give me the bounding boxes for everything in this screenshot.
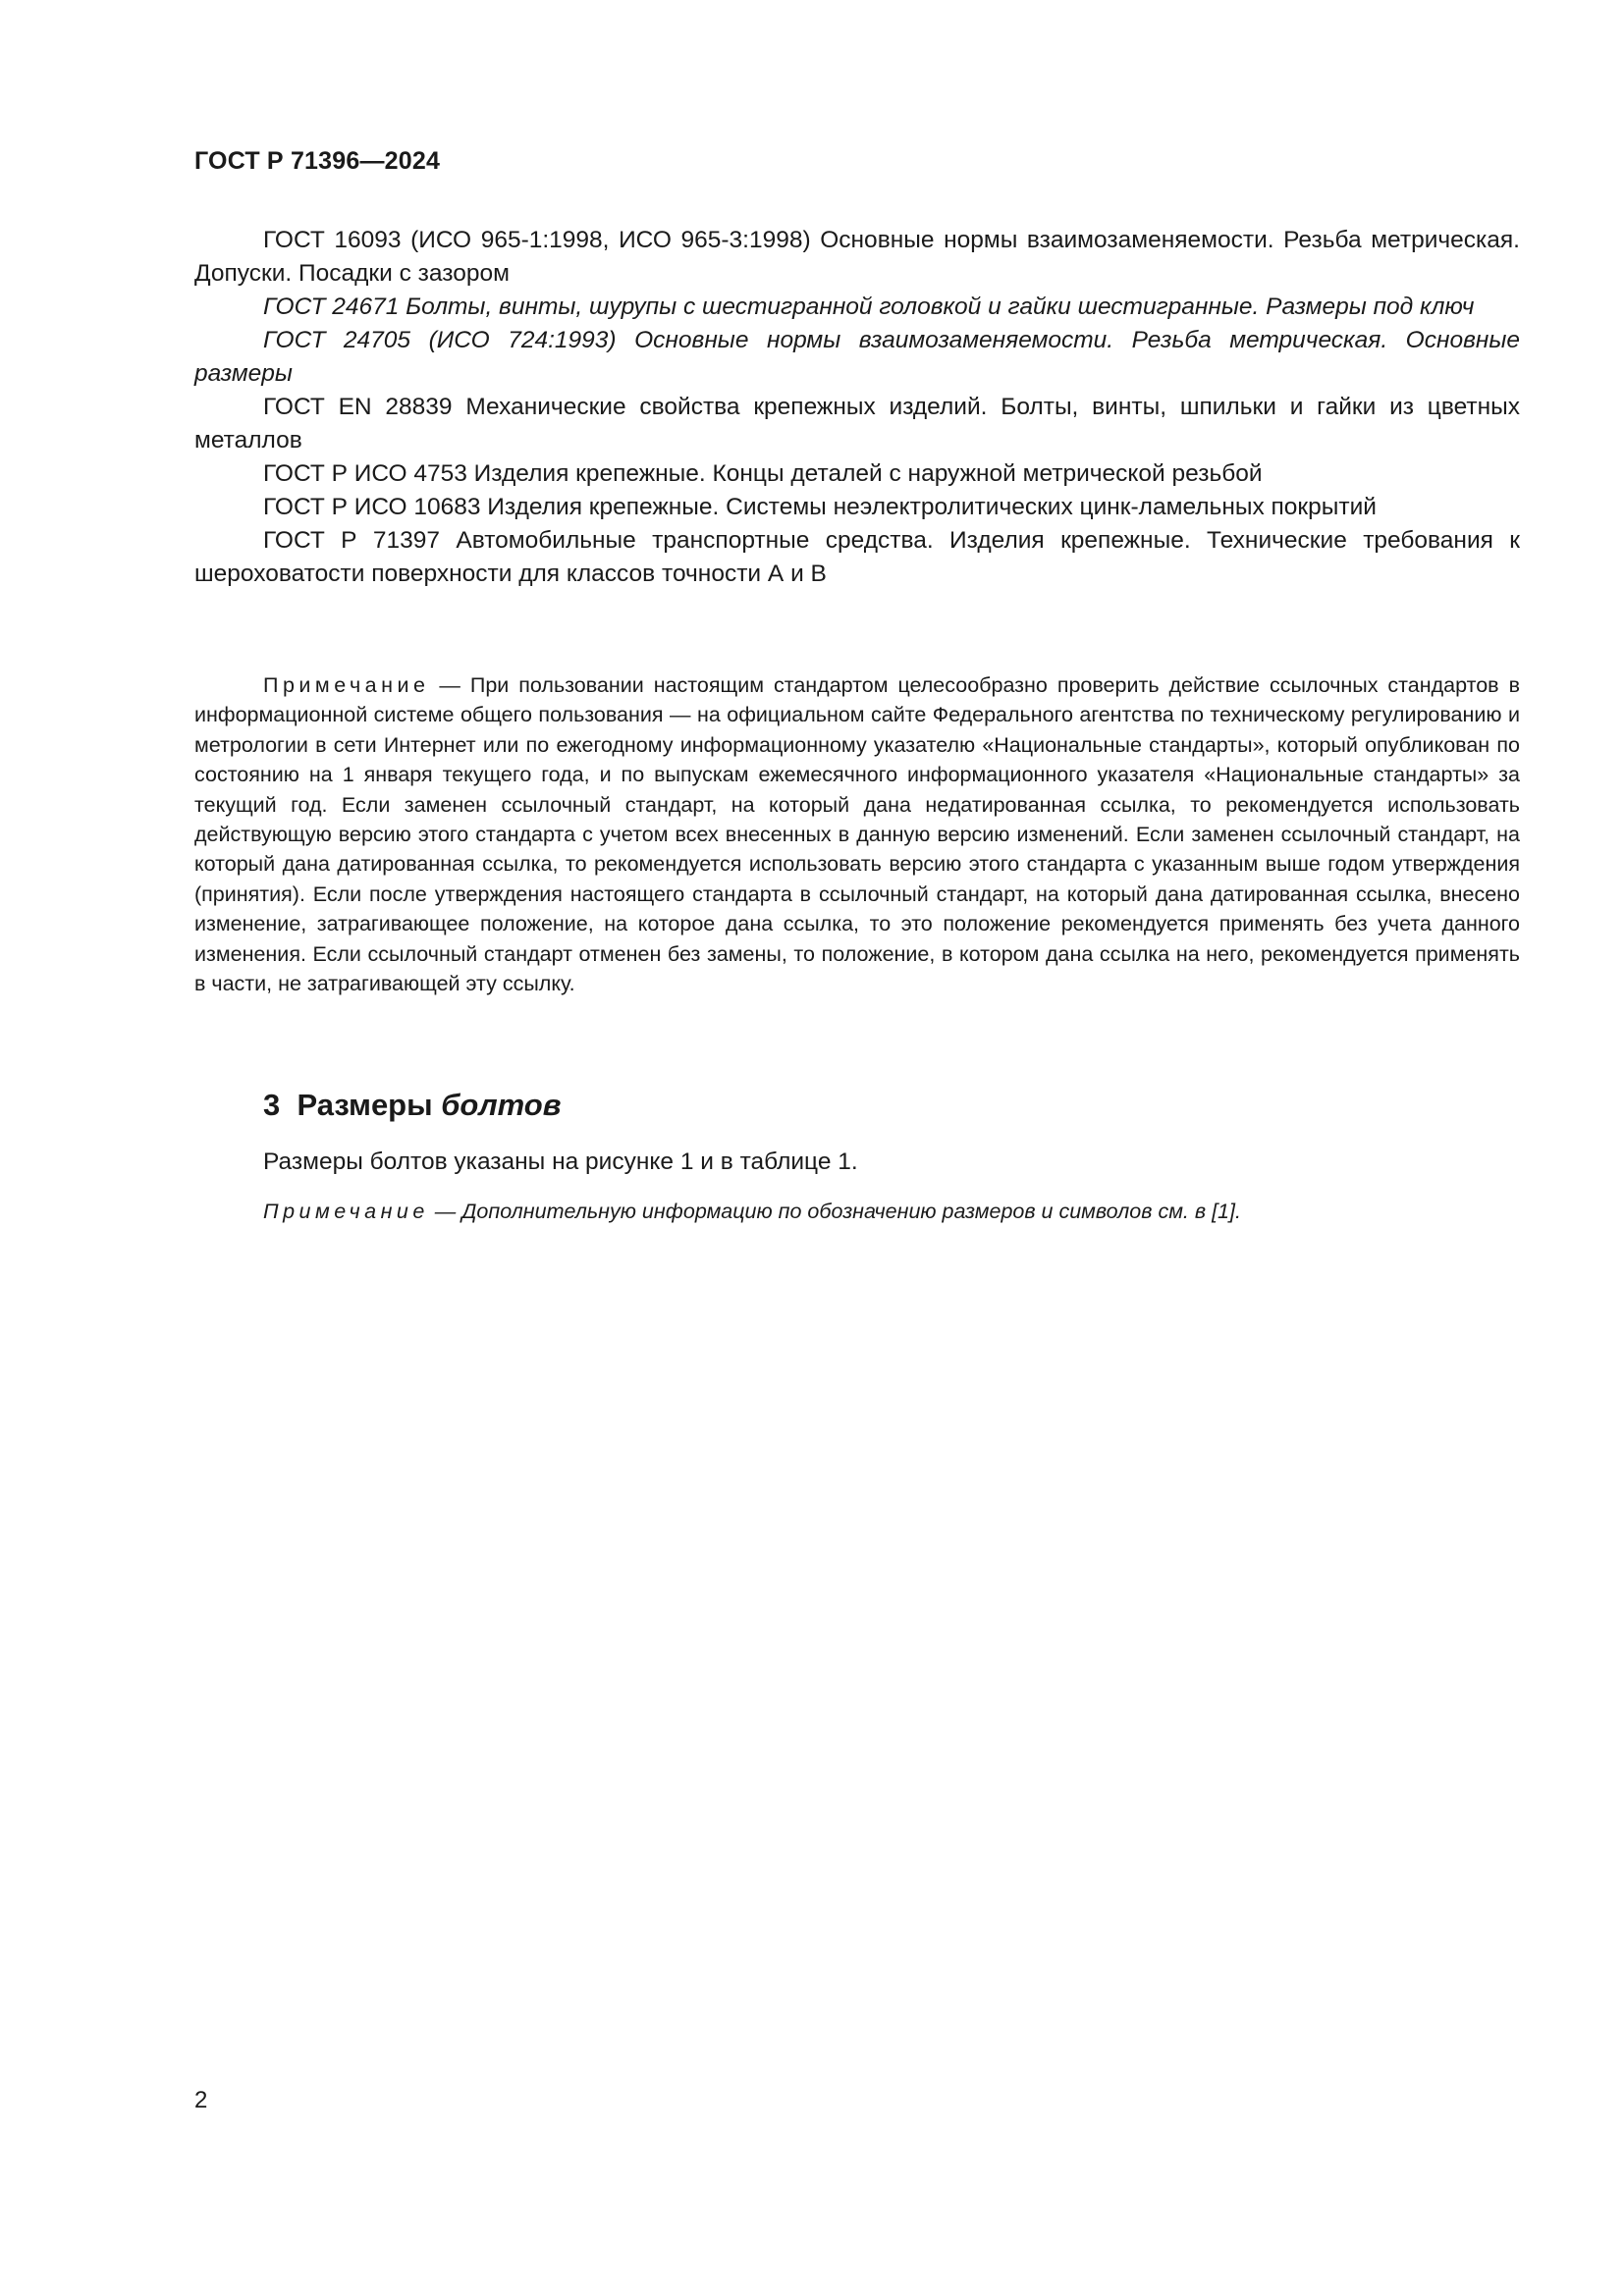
- reference-item: ГОСТ Р 71397 Автомобильные транспортные средства. Изделия крепежные. Технические требования к шероховатости поверхности для классов точности А и В: [194, 527, 1520, 587]
- note-label: Примечание: [263, 673, 430, 697]
- reference-item: ГОСТ EN 28839 Механические свойства крепежных изделий. Болты, винты, шпильки и гайки из цветных металлов: [194, 394, 1520, 454]
- page-number: 2: [194, 2087, 208, 2113]
- reference-item: ГОСТ 16093 (ИСО 965-1:1998, ИСО 965-3:1998) Основные нормы взаимозаменяемости. Резьба метрическая. Допуски. Посадки с зазором: [194, 227, 1520, 287]
- note-text: — При пользовании настоящим стандартом целесообразно проверить действие ссылочных стандартов в информационной системе общего пользования — на официальном сайте Федерального агентства по техническому регулированию и метрологии в сети Интернет или по ежегодному информационному указателю «Национальные стандарты», который опубликован по состоянию на 1 января текущего года, и по выпускам ежемесячного информационного указателя «Национальные стандарты» за текущий год. Если заменен ссылочный стандарт, на который дана недатированная ссылка, то рекомендуется использовать действующую версию этого стандарта с учетом всех внесенных в данную версию изменений. Если заменен ссылочный стандарт, на который дана датированная ссылка, то рекомендуется использовать версию этого стандарта с указанным выше годом утверждения (принятия). Если после утверждения настоящего стандарта в ссылочный стандарт, на который дана датированная ссылка, внесено изменение, затрагивающее положение, на которое дана ссылка, то это положение рекомендуется применять без учета данного изменения. Если ссылочный стандарт отменен без замены, то положение, в котором дана ссылка на него, рекомендуется применять в части, не затрагивающей эту ссылку.: [194, 673, 1520, 996]
- reference-item: ГОСТ 24705 (ИСО 724:1993) Основные нормы взаимозаменяемости. Резьба метрическая. Основные размеры: [194, 327, 1520, 387]
- reference-item: ГОСТ Р ИСО 10683 Изделия крепежные. Системы неэлектролитических цинк-ламельных покрытий: [263, 494, 1377, 520]
- section-title-plain: Размеры: [297, 1088, 433, 1122]
- document-header: ГОСТ Р 71396—2024: [194, 147, 441, 175]
- section-number: 3: [263, 1088, 281, 1122]
- reference-item: ГОСТ 24671 Болты, винты, шурупы с шестигранной головкой и гайки шестигранные. Размеры под ключ: [263, 294, 1475, 320]
- references-list: [194, 224, 1520, 591]
- section-title-italic: болтов: [441, 1088, 562, 1122]
- reference-item: ГОСТ Р ИСО 4753 Изделия крепежные. Концы деталей с наружной метрической резьбой: [263, 460, 1263, 487]
- section-note-text: — Дополнительную информацию по обозначению размеров и символов см. в [1].: [428, 1200, 1241, 1223]
- section-note: [263, 1200, 1241, 1224]
- section-heading: [263, 1088, 561, 1123]
- section-note-label: Примечание: [263, 1200, 429, 1223]
- section-body-text: Размеры болтов указаны на рисунке 1 и в таблице 1.: [263, 1148, 858, 1175]
- references-note: [194, 670, 1520, 998]
